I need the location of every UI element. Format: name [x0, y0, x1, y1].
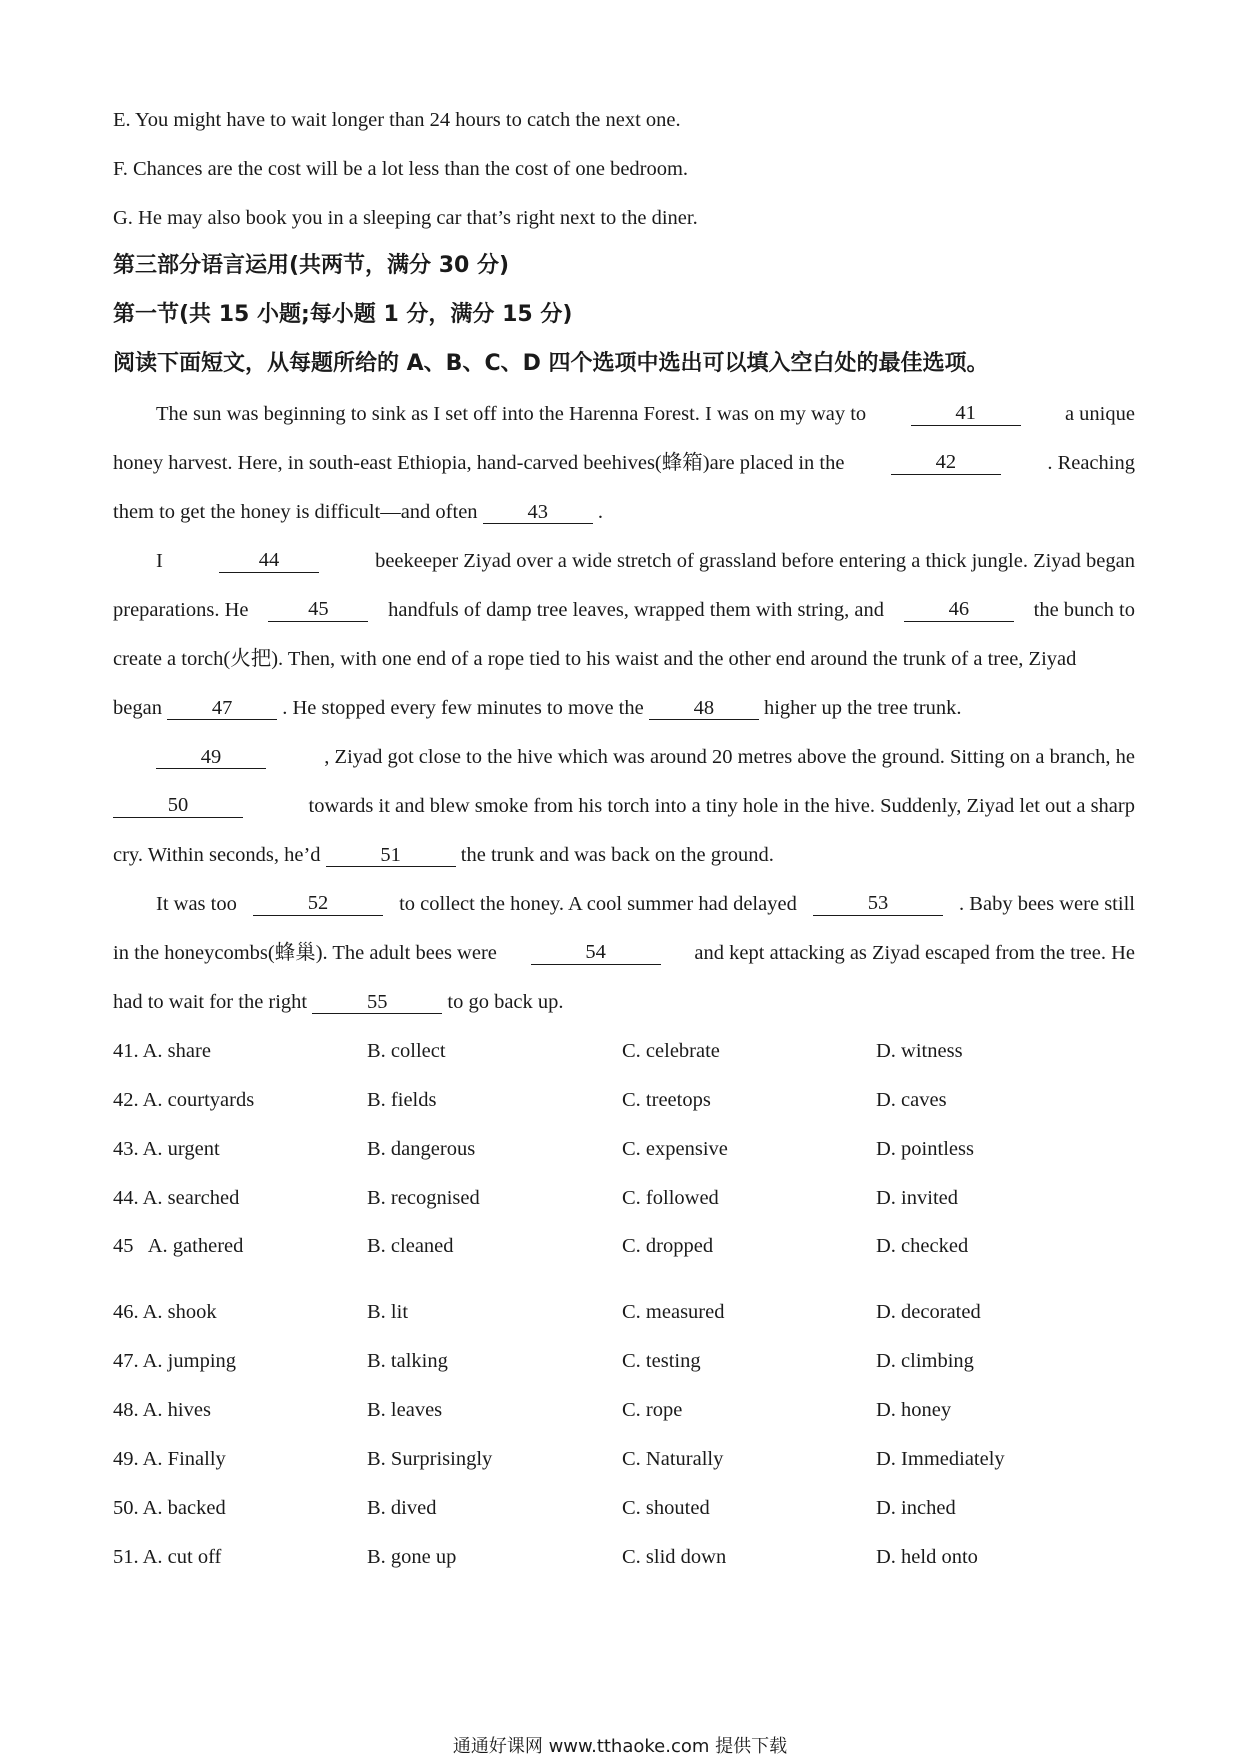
- passage-line-10: [113, 843, 774, 867]
- option-f: F. Chances are the cost will be a lot less than the cost of one bedroom.: [113, 158, 689, 180]
- option-c: C. measured: [622, 1301, 725, 1323]
- option-c: C. slid down: [622, 1546, 727, 1568]
- option-c: C. dropped: [622, 1235, 714, 1257]
- passage-text: to go back up.: [447, 991, 564, 1013]
- option-d: D. witness: [876, 1040, 963, 1062]
- option-b: B. lit: [367, 1301, 409, 1323]
- passage-text: The sun was beginning to sink as I set off into the Harenna Forest. I was on my way to: [156, 403, 867, 425]
- blank-41: 41: [911, 402, 1021, 426]
- blank-50: 50: [113, 794, 243, 818]
- blank-49: 49: [156, 746, 266, 769]
- passage-text: the trunk and was back on the ground.: [460, 844, 774, 866]
- option-a: 42. A. courtyards: [113, 1089, 255, 1111]
- passage-text: . Reaching: [1047, 452, 1135, 474]
- blank-46: 46: [904, 598, 1014, 622]
- blank-47: 47: [167, 697, 277, 720]
- option-a: 51. A. cut off: [113, 1546, 222, 1568]
- option-a: 43. A. urgent: [113, 1138, 220, 1160]
- option-c: C. testing: [622, 1350, 701, 1372]
- section1-heading: 第一节(共 15 小题;每小题 1 分，满分 15 分): [113, 302, 573, 327]
- passage-text: began: [113, 697, 162, 719]
- passage-line-12: [113, 941, 1135, 965]
- question-50: [113, 1496, 1135, 1520]
- passage-text: a unique: [1064, 403, 1135, 425]
- passage-text: higher up the tree trunk.: [763, 697, 962, 719]
- passage-line-13: [113, 990, 564, 1014]
- passage-text: the bunch to: [1033, 599, 1135, 621]
- passage-text: had to wait for the right: [113, 991, 308, 1013]
- question-45: [113, 1234, 1135, 1258]
- passage-text: towards it and blew smoke from his torch into a tiny hole in the hive. Suddenly, Ziyad let out a sharp: [308, 795, 1135, 817]
- option-d: D. held onto: [876, 1546, 978, 1568]
- option-c: C. shouted: [622, 1497, 710, 1519]
- part3-heading: 第三部分语言运用(共两节，满分 30 分): [113, 253, 510, 278]
- passage-text: beekeeper Ziyad over a wide stretch of grassland before entering a thick jungle. Ziyad began: [375, 550, 1135, 572]
- passage-line-5: [113, 598, 1135, 622]
- passage-line-7: [113, 696, 962, 720]
- option-c: C. rope: [622, 1399, 683, 1421]
- option-d: D. invited: [876, 1187, 958, 1209]
- option-c: C. celebrate: [622, 1040, 720, 1062]
- option-a: 49. A. Finally: [113, 1448, 226, 1470]
- option-d: D. climbing: [876, 1350, 974, 1372]
- passage-line-2: [113, 451, 1135, 475]
- question-44: [113, 1186, 1135, 1210]
- passage-line-4: [113, 549, 1135, 573]
- passage-text: preparations. He: [113, 599, 249, 621]
- passage-text: It was too: [156, 893, 237, 915]
- option-a: 46. A. shook: [113, 1301, 217, 1323]
- option-d: D. honey: [876, 1399, 952, 1421]
- option-e: E. You might have to wait longer than 24 hours to catch the next one.: [113, 109, 681, 131]
- blank-53: 53: [813, 892, 943, 916]
- blank-43: 43: [483, 501, 593, 524]
- passage-text: I: [156, 550, 163, 572]
- option-c: C. followed: [622, 1187, 719, 1209]
- blank-44: 44: [219, 549, 319, 573]
- option-a: 50. A. backed: [113, 1497, 226, 1519]
- blank-42: 42: [891, 451, 1001, 475]
- page-footer: 通通好课网 www.tthaoke.com 提供下载: [452, 1736, 788, 1757]
- option-b: B. cleaned: [367, 1235, 454, 1257]
- question-48: [113, 1398, 1135, 1422]
- option-c: C. Naturally: [622, 1448, 724, 1470]
- option-d: D. checked: [876, 1235, 969, 1257]
- passage-text: .: [597, 501, 603, 523]
- question-46: [113, 1300, 1135, 1324]
- option-a: 47. A. jumping: [113, 1350, 237, 1372]
- passage-text: create a torch(火把). Then, with one end of a rope tied to his waist and the other end around the trunk of a tree, Ziyad: [113, 648, 1077, 670]
- option-b: B. talking: [367, 1350, 448, 1372]
- blank-55: 55: [312, 991, 442, 1014]
- passage-text: them to get the honey is difficult—and often: [113, 501, 478, 523]
- option-a: 48. A. hives: [113, 1399, 211, 1421]
- option-d: D. pointless: [876, 1138, 974, 1160]
- passage-line-8: [113, 745, 1135, 769]
- blank-52: 52: [253, 892, 383, 916]
- passage-text: , Ziyad got close to the hive which was around 20 metres above the ground. Sitting on a branch, he: [324, 746, 1135, 768]
- blank-54: 54: [531, 941, 661, 965]
- option-c: C. treetops: [622, 1089, 711, 1111]
- question-42: [113, 1088, 1135, 1112]
- passage-line-9: [113, 794, 1135, 818]
- passage-text: cry. Within seconds, he’d: [113, 844, 321, 866]
- blank-51: 51: [326, 844, 456, 867]
- option-d: D. decorated: [876, 1301, 981, 1323]
- option-a: 45 A. gathered: [113, 1235, 244, 1257]
- passage-text: . Baby bees were still: [959, 893, 1135, 915]
- passage-text: . He stopped every few minutes to move the: [282, 697, 644, 719]
- question-49: [113, 1447, 1135, 1471]
- blank-48: 48: [649, 697, 759, 720]
- passage-line-6: [113, 647, 1135, 671]
- option-b: B. dangerous: [367, 1138, 476, 1160]
- question-43: [113, 1137, 1135, 1161]
- passage-line-3: [113, 500, 603, 524]
- blank-45: 45: [268, 598, 368, 622]
- option-b: B. collect: [367, 1040, 446, 1062]
- passage-text: and kept attacking as Ziyad escaped from the tree. He: [694, 942, 1135, 964]
- option-g: G. He may also book you in a sleeping car that’s right next to the diner.: [113, 207, 698, 229]
- passage-line-11: [113, 892, 1135, 916]
- option-a: 41. A. share: [113, 1040, 211, 1062]
- option-b: B. Surprisingly: [367, 1448, 493, 1470]
- question-47: [113, 1349, 1135, 1373]
- option-b: B. fields: [367, 1089, 437, 1111]
- option-b: B. recognised: [367, 1187, 480, 1209]
- option-b: B. gone up: [367, 1546, 457, 1568]
- option-d: D. inched: [876, 1497, 956, 1519]
- instruction-heading: 阅读下面短文，从每题所给的 A、B、C、D 四个选项中选出可以填入空白处的最佳选项。: [113, 351, 989, 376]
- question-51: [113, 1545, 1135, 1569]
- passage-text: to collect the honey. A cool summer had delayed: [399, 893, 797, 915]
- question-41: [113, 1039, 1135, 1063]
- option-d: D. caves: [876, 1089, 947, 1111]
- passage-text: handfuls of damp tree leaves, wrapped them with string, and: [388, 599, 884, 621]
- option-c: C. expensive: [622, 1138, 728, 1160]
- passage-text: honey harvest. Here, in south-east Ethiopia, hand-carved beehives(蜂箱)are placed in the: [113, 452, 845, 474]
- option-d: D. Immediately: [876, 1448, 1005, 1470]
- option-b: B. dived: [367, 1497, 437, 1519]
- passage-line-1: [113, 402, 1135, 426]
- option-a: 44. A. searched: [113, 1187, 240, 1209]
- passage-text: in the honeycombs(蜂巢). The adult bees were: [113, 942, 497, 964]
- option-b: B. leaves: [367, 1399, 443, 1421]
